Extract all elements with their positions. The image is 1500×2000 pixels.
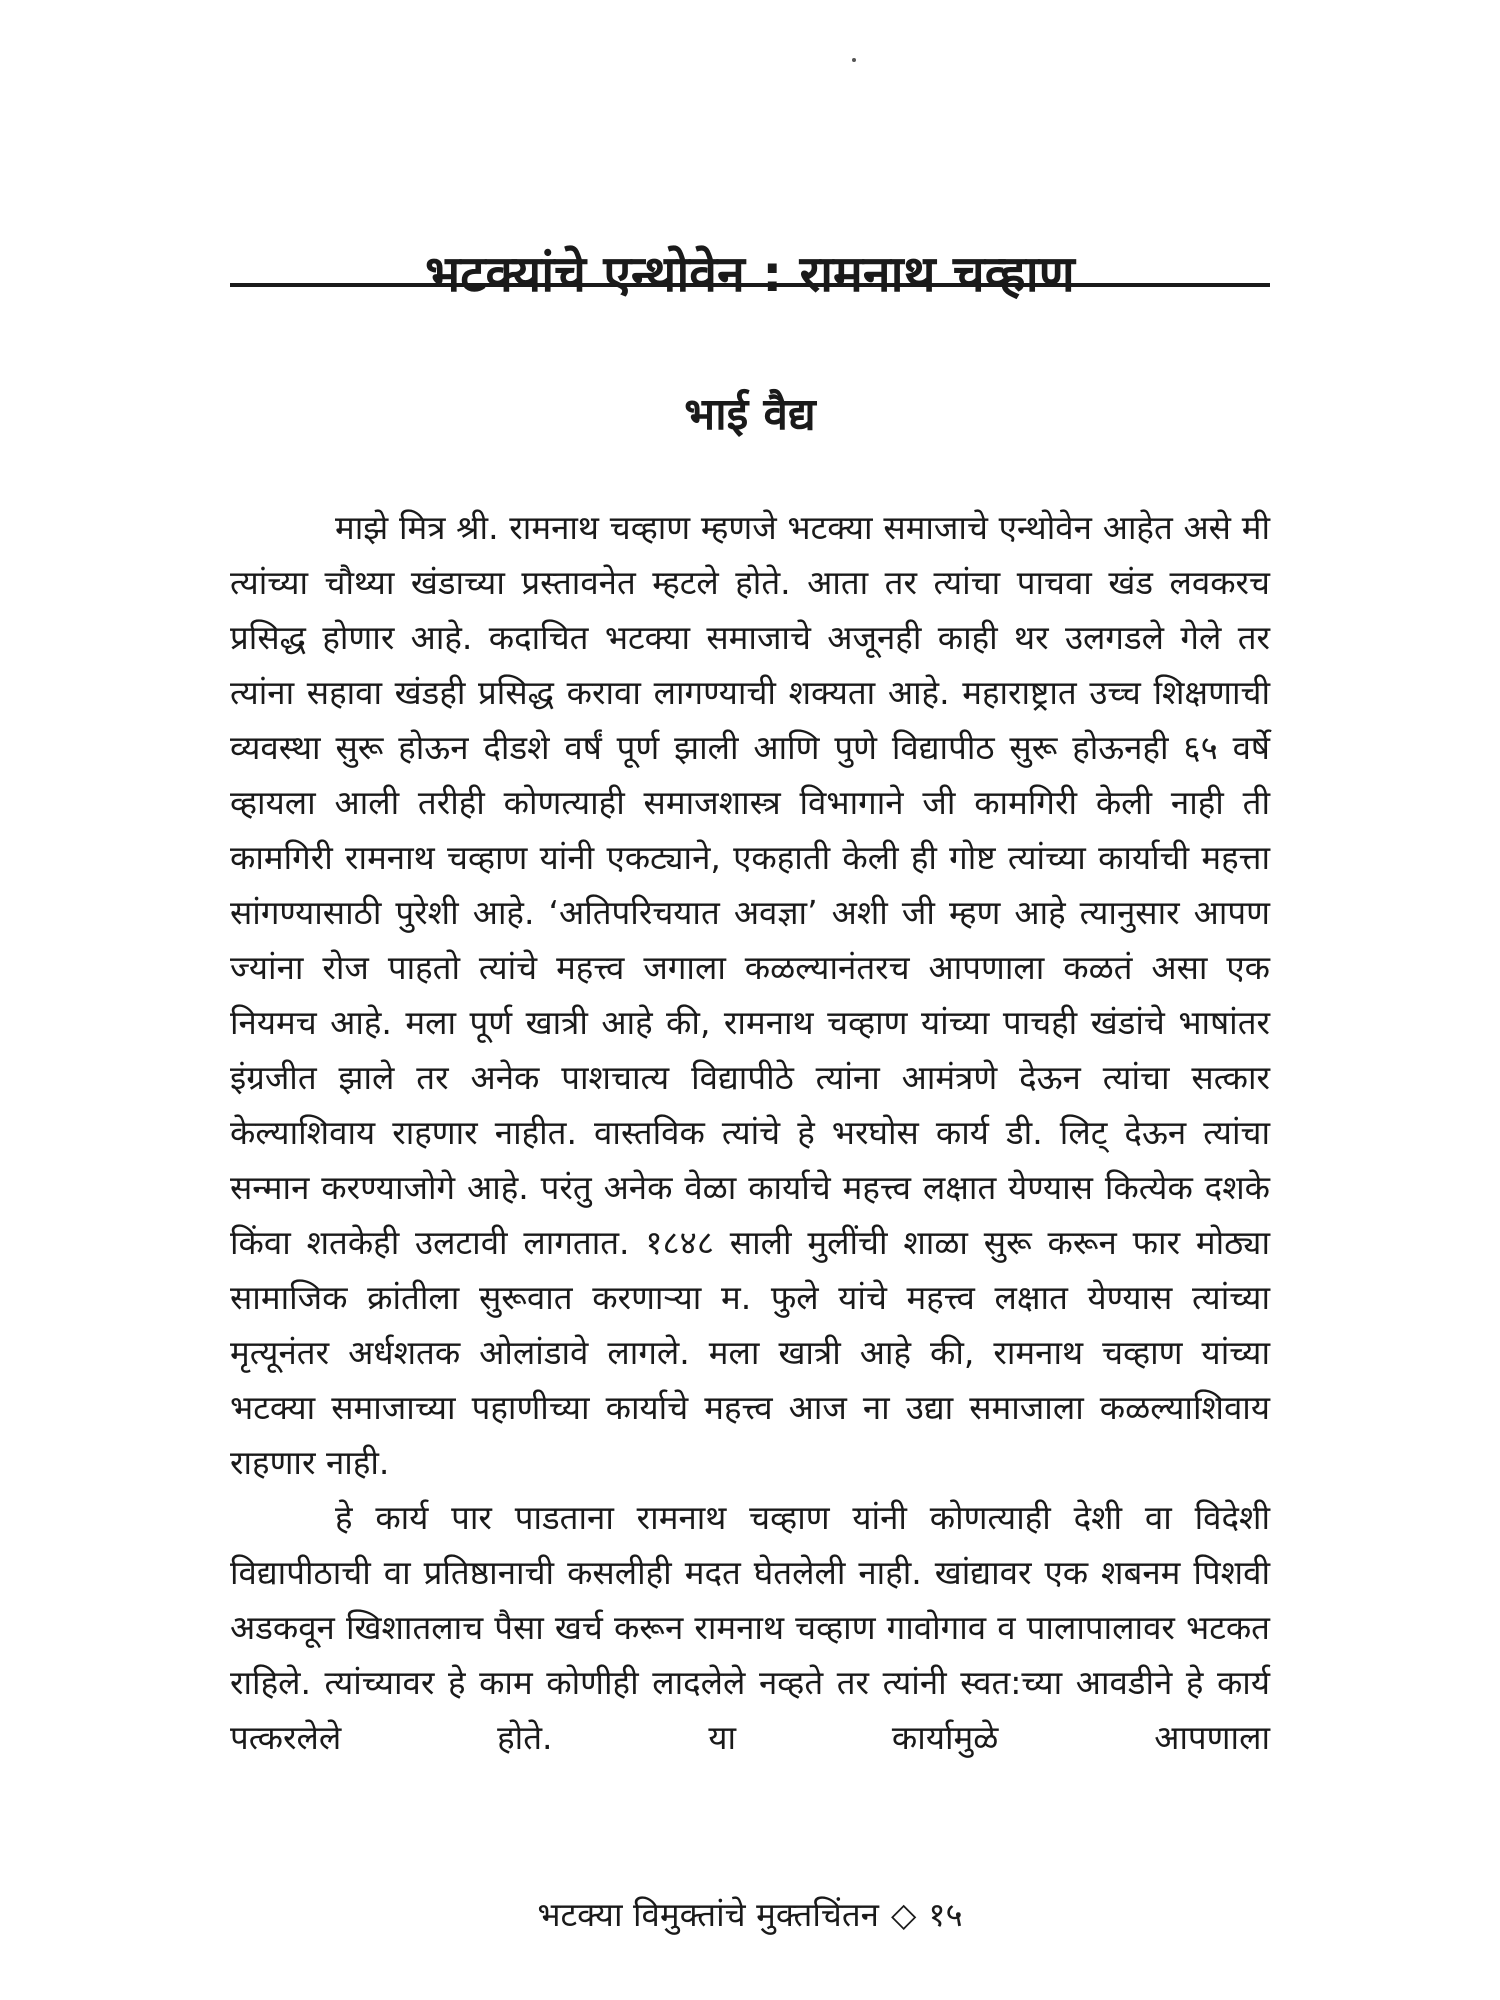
article-body	[230, 500, 1270, 1765]
article-title: भटक्यांचे एन्थोवेन : रामनाथ चव्हाण	[425, 244, 1075, 303]
body-paragraph: माझे मित्र श्री. रामनाथ चव्हाण म्हणजे भटक्या समाजाचे एन्थोवेन आहेत असे मी त्यांच्या चौथ्या खंडाच्या प्रस्तावनेत म्हटले होते. आता तर त्यांचा पाचवा खंड लवकरच प्रसिद्ध होणार आहे. कदाचित भटक्या समाजाचे अजूनही काही थर उलगडले गेले तर त्यांना सहावा खंडही प्रसिद्ध करावा लागण्याची शक्यता आहे. महाराष्ट्रात उच्च शिक्षणाची व्यवस्था सुरू होऊन दीडशे वर्षं पूर्ण झाली आणि पुणे विद्यापीठ सुरू होऊनही ६५ वर्षे व्हायला आली तरीही कोणत्याही समाजशास्त्र विभागाने जी कामगिरी केली नाही ती कामगिरी रामनाथ चव्हाण यांनी एकट्याने, एकहाती केली ही गोष्ट त्यांच्या कार्याची महत्ता सांगण्यासाठी पुरेशी आहे. ‘अतिपरिचयात अवज्ञा’ अशी जी म्हण आहे त्यानुसार आपण ज्यांना रोज पाहतो त्यांचे महत्त्व जगाला कळल्यानंतरच आपणाला कळतं असा एक नियमच आहे. मला पूर्ण खात्री आहे की, रामनाथ चव्हाण यांच्या पाचही खंडांचे भाषांतर इंग्रजीत झाले तर अनेक पाशचात्य विद्यापीठे त्यांना आमंत्रणे देऊन त्यांचा सत्कार केल्याशिवाय राहणार नाहीत. वास्तविक त्यांचे हे भरघोस कार्य डी. लिट् देऊन त्यांचा सन्मान करण्याजोगे आहे. परंतु अनेक वेळा कार्याचे महत्त्व लक्षात येण्यास कित्येक दशके किंवा शतकेही उलटावी लागतात. १८४८ साली मुलींची शाळा सुरू करून फार मोठ्या सामाजिक क्रांतीला सुरूवात करणाऱ्या म. फुले यांचे महत्त्व लक्षात येण्यास त्यांच्या मृत्यूनंतर अर्धशतक ओलांडावे लागले. मला खात्री आहे की, रामनाथ चव्हाण यांच्या भटक्या समाजाच्या पहाणीच्या कार्याचे महत्त्व आज ना उद्या समाजाला कळल्याशिवाय राहणार नाही.	[230, 508, 1270, 1482]
page-footer	[230, 1890, 1270, 1940]
diamond-separator-icon: ◇	[890, 1895, 917, 1934]
footer-book-title: भटक्या विमुक्तांचे मुक्तचिंतन	[537, 1895, 879, 1934]
page-number: १५	[928, 1895, 963, 1934]
title-underline	[230, 283, 1270, 287]
scan-speck	[852, 58, 856, 62]
body-paragraph: हे कार्य पार पाडताना रामनाथ चव्हाण यांनी कोणत्याही देशी वा विदेशी विद्यापीठाची वा प्रतिष्ठानाची कसलीही मदत घेतलेली नाही. खांद्यावर एक शबनम पिशवी अडकवून खिशातलाच पैसा खर्च करून रामनाथ चव्हाण गावोगाव व पालापालावर भटकत राहिले. त्यांच्यावर हे काम कोणीही लादलेले नव्हते तर त्यांनी स्वत:च्या आवडीने हे कार्य पत्करलेले होते. या कार्यामुळे आपणाला	[230, 1498, 1270, 1757]
author-name: भाई वैद्य	[684, 389, 816, 440]
